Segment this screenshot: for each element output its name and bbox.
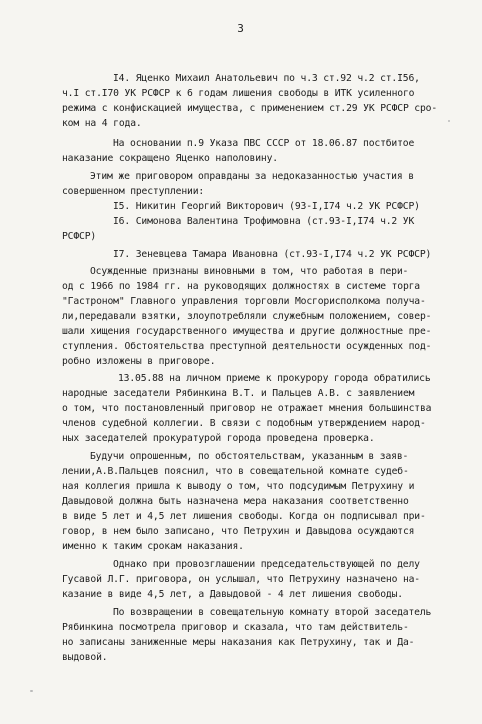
text-line: од с 1966 по 1984 гг. на руководящих должностях в системе торга: [62, 281, 420, 292]
text-line: Гусавой Л.Г. приговора, он услышал, что Петрухину назначено на-: [62, 574, 420, 585]
text-line: ли,передавали взятки, злоупотребляли служебным положением, совер-: [62, 311, 432, 322]
text-line: говор, в нем было записано, что Петрухин и Давыдова осуждаются: [62, 526, 415, 537]
text-line: На основании п.9 Указа ПВС СССР от 18.06.87 постбитое: [113, 138, 415, 149]
text-line: наказание сокращено Яценко наполовину.: [62, 153, 278, 164]
text-line: ступления. Обстоятельства преступной деятельности осужденных под-: [62, 341, 432, 352]
text-line: I6. Симонова Валентина Трофимовна (ст.93-I,I74 ч.2 УК: [113, 216, 415, 227]
text-line: Давыдовой должна быть назначена мера наказания соответственно: [62, 496, 409, 507]
text-line: I7. Зеневцева Тамара Ивановна (ст.93-I,I74 ч.2 УК РСФСР): [113, 249, 432, 260]
text-line: По возвращении в совещательную комнату второй заседатель: [113, 607, 432, 618]
text-line: ная коллегия пришла к выводу о том, что подсудимым Петрухину и: [62, 481, 415, 492]
text-line: шали хищения государственного имущества и другие должностные пре-: [62, 326, 432, 337]
text-line: I4. Яценко Михаил Анатольевич по ч.3 ст.92 ч.2 ст.I56,: [113, 73, 420, 84]
text-line: ных заседателей прокуратурой города проведена проверка.: [62, 433, 375, 444]
text-line: режима с конфискацией имущества, с применением ст.29 УК РСФСР сро-: [62, 103, 438, 114]
text-line: в виде 5 лет и 4,5 лет лишения свободы. Когда он подписывал при-: [62, 511, 426, 522]
text-line: народные заседатели Рябинкина В.Т. и Пальцев А.В. с заявлением: [62, 388, 415, 399]
text-line: именно к таким срокам наказания.: [62, 541, 244, 552]
text-line: Этим же приговором оправданы за недоказанностью участия в: [90, 171, 414, 182]
text-line: но записаны заниженные меры наказания как Петрухину, так и Да-: [62, 637, 415, 648]
page-number: 3: [237, 22, 245, 35]
text-line: робно изложены в приговоре.: [62, 356, 216, 367]
text-line: 13.05.88 на личном приеме к прокурору города обратились: [118, 373, 431, 384]
text-line: ч.I ст.I70 УК РСФСР к 6 годам лишения свободы в ИТК усиленного: [62, 88, 415, 99]
text-line: Рябинкина посмотрела приговор и сказала, что там действитель-: [62, 622, 409, 633]
text-line: "Гастроном" Главного управления торговли Мосгорисполкома получа-: [62, 296, 426, 307]
scan-speck: [448, 120, 450, 122]
text-line: совершенном преступлении:: [62, 186, 205, 197]
text-line: казание в виде 4,5 лет, а Давыдовой - 4 лет лишения свободы.: [62, 589, 403, 600]
scan-speck: [30, 690, 33, 692]
text-line: I5. Никитин Георгий Викторович (93-I,I74 ч.2 УК РСФСР): [113, 201, 420, 212]
text-line: Однако при провозглашении председательствующей по делу: [113, 559, 420, 570]
text-line: лении,А.В.Пальцев пояснил, что в совещательной комнате судеб-: [62, 466, 409, 477]
text-line: выдовой.: [62, 652, 108, 663]
text-line: Будучи опрошенным, по обстоятельствам, указанным в заяв-: [90, 451, 409, 462]
text-line: Осужденные признаны виновными в том, что работая в пери-: [90, 266, 409, 277]
text-line: о том, что постановленный приговор не отражает мнения большинства: [62, 403, 432, 414]
text-line: членов судебной коллегии. В связи с подобным утверждением народ-: [62, 418, 426, 429]
text-line: РСФСР): [62, 231, 97, 242]
text-line: ком на 4 года.: [62, 118, 142, 129]
